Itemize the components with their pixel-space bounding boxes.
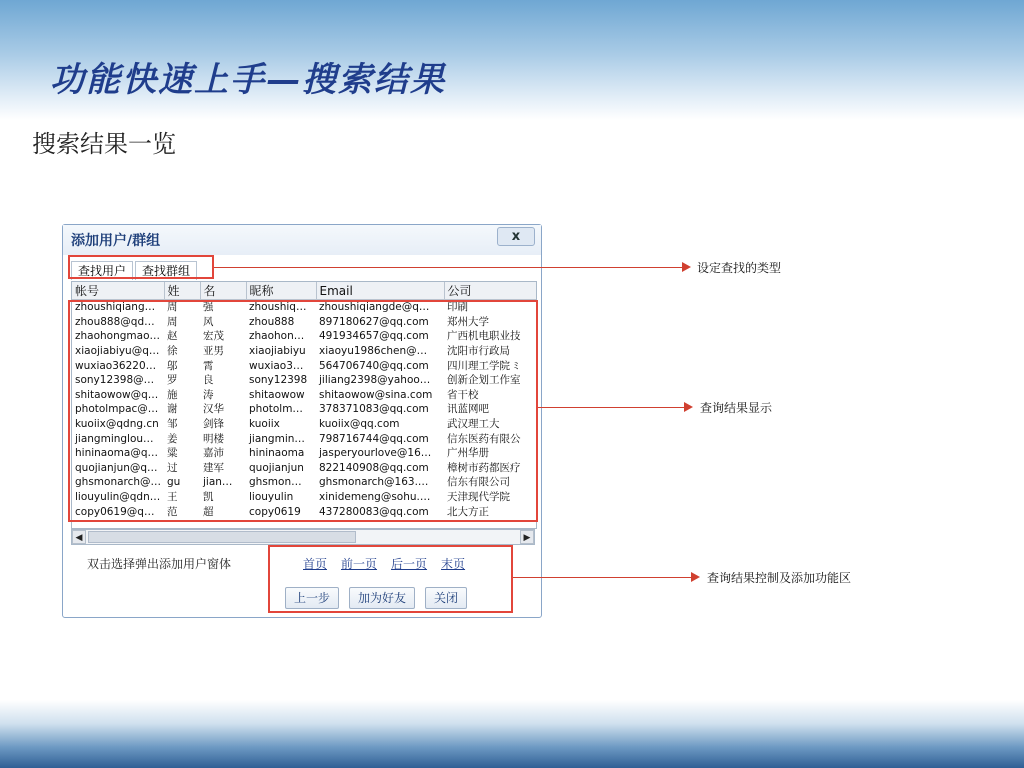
slide-subtitle: 搜索结果一览 (32, 130, 176, 158)
table-cell: 强 (203, 301, 214, 314)
column-header[interactable]: 姓 (164, 282, 200, 300)
table-cell: 564706740@qq.com (319, 359, 429, 372)
scroll-thumb[interactable] (88, 531, 356, 543)
table-cell: 王 (167, 491, 178, 504)
column-header[interactable]: Email (316, 282, 444, 300)
table-cell: 周 (167, 301, 178, 314)
table-cell: 信东有限公司 (447, 476, 510, 489)
table-cell: 樟树市药都医疗 (447, 461, 521, 474)
table-cell: liouyulin@qdn… (75, 491, 161, 504)
table-cell: xiaojiabiyu@q… (75, 345, 160, 358)
table-cell: wuxiao3… (249, 359, 304, 372)
table-cell: copy0619 (249, 505, 301, 518)
table-header-row (72, 282, 536, 300)
table-cell: ghsmon… (249, 476, 302, 489)
table-cell: 北大方正 (447, 505, 489, 518)
table-cell: 亚男 (203, 345, 224, 358)
table-cell: 378371083@qq.com (319, 403, 429, 416)
close-button[interactable]: 关闭 (425, 587, 467, 609)
horizontal-scrollbar[interactable] (71, 529, 535, 545)
footer-band (0, 700, 1024, 768)
table-cell: copy0619@q… (75, 505, 155, 518)
table-cell: kuoiix (249, 418, 280, 431)
controls-connector (513, 577, 693, 578)
table-cell: 施 (167, 388, 178, 401)
table-cell: 宏茂 (203, 330, 224, 343)
table-cell: zhaohon… (249, 330, 305, 343)
table-cell: ghsmonarch@163.… (319, 476, 429, 489)
dialog-title: 添加用户/群组 (71, 233, 161, 249)
table-cell: 谢 (167, 403, 178, 416)
scroll-right-icon[interactable]: ▶ (520, 530, 534, 544)
table-cell: 徐 (167, 345, 178, 358)
arrow-icon (682, 262, 691, 272)
arrow-icon (691, 572, 700, 582)
table-cell: xiaoyu1986chen@… (319, 345, 428, 358)
table-cell: quojianjun (249, 461, 304, 474)
table-cell: 汉华 (203, 403, 224, 416)
table-cell: 郑州大学 (447, 315, 489, 328)
table-cell: 嘉沛 (203, 447, 224, 460)
table-cell: wuxiao36220… (75, 359, 157, 372)
results-connector (538, 407, 686, 408)
table-cell: shitaowow@q… (75, 388, 159, 401)
table-cell: zhaohongmao… (75, 330, 161, 343)
table-cell: zhoushiqiang… (75, 301, 156, 314)
table-cell: 邹 (167, 418, 178, 431)
table-cell: 涛 (203, 388, 214, 401)
controls-highlight-box (268, 545, 513, 613)
tabs-highlight-box (68, 255, 214, 279)
column-header[interactable]: 帐号 (72, 282, 164, 300)
table-cell: 超 (203, 505, 214, 518)
table-cell: kuoiix@qdng.cn (75, 418, 159, 431)
table-cell: 广西机电职业技 (447, 330, 521, 343)
table-cell: 风 (203, 315, 214, 328)
table-cell: 798716744@qq.com (319, 432, 429, 445)
table-cell: jasperyourlove@16… (319, 447, 432, 460)
table-cell: 武汉理工大 (447, 418, 500, 431)
last-page-link[interactable]: 末页 (441, 557, 466, 571)
table-cell: 良 (203, 374, 214, 387)
table-cell: 广州华册 (447, 447, 489, 460)
table-cell: sony12398@… (75, 374, 155, 387)
table-cell: 霄 (203, 359, 214, 372)
table-cell: 粱 (167, 447, 178, 460)
table-cell: 信东医药有限公 (447, 432, 521, 445)
table-cell: 讯蓝网吧 (447, 403, 489, 416)
arrow-icon (684, 402, 693, 412)
table-cell: shitaowow (249, 388, 305, 401)
callout-results: 查询结果显示 (700, 401, 773, 415)
table-cell: quojianjun@q… (75, 461, 158, 474)
table-cell: hininaoma (249, 447, 305, 460)
next-page-link[interactable]: 后一页 (391, 557, 428, 571)
table-cell: photolm… (249, 403, 303, 416)
table-cell: 凯 (203, 491, 214, 504)
callout-controls: 查询结果控制及添加功能区 (707, 571, 852, 585)
prev-page-link[interactable]: 前一页 (341, 557, 378, 571)
table-cell: 437280083@qq.com (319, 505, 429, 518)
table-cell: photolmpac@… (75, 403, 159, 416)
table-cell: 建军 (203, 461, 224, 474)
callout-search-type: 设定查找的类型 (697, 261, 782, 275)
table-cell: 明楼 (203, 432, 224, 445)
column-header[interactable]: 昵称 (246, 282, 316, 300)
table-cell: ghsmonarch@… (75, 476, 162, 489)
table-cell: 四川理工学院 ﾐ (447, 359, 519, 372)
table-cell: 邬 (167, 359, 178, 372)
table-cell: 897180627@qq.com (319, 315, 429, 328)
table-cell: liouyulin (249, 491, 294, 504)
results-highlight-box (68, 300, 538, 522)
table-cell: 822140908@qq.com (319, 461, 429, 474)
table-cell: sony12398 (249, 374, 308, 387)
table-cell: 创新企划工作室 (447, 374, 521, 387)
first-page-link[interactable]: 首页 (303, 557, 328, 571)
column-header[interactable]: 公司 (444, 282, 536, 300)
table-cell: 省干校 (447, 388, 479, 401)
table-cell: 天津现代学院 (447, 491, 510, 504)
table-cell: jiliang2398@yahoo… (319, 374, 431, 387)
double-click-hint: 双击选择弹出添加用户窗体 (87, 557, 232, 571)
table-cell: zhou888@qd… (75, 315, 155, 328)
tabs-connector (214, 267, 684, 268)
table-cell: shitaowow@sina.com (319, 388, 433, 401)
table-cell: kuoiix@qq.com (319, 418, 400, 431)
close-icon[interactable]: x (497, 227, 535, 246)
table-cell: 范 (167, 505, 178, 518)
table-cell: xiaojiabiyu (249, 345, 306, 358)
table-cell: 剑锋 (203, 418, 224, 431)
add-friend-button[interactable]: 加为好友 (349, 587, 415, 609)
column-header[interactable]: 名 (200, 282, 246, 300)
table-cell: 姜 (167, 432, 178, 445)
table-cell: gu (167, 476, 181, 489)
slide-title: 功能快速上手—搜索结果 (50, 60, 446, 100)
tab-find-user[interactable]: 查找用户 (71, 261, 133, 280)
table-cell: 印刷 (447, 301, 468, 314)
scroll-left-icon[interactable]: ◀ (72, 530, 86, 544)
table-cell: jiangminglou… (75, 432, 154, 445)
dialog-header (63, 225, 541, 255)
table-cell: 罗 (167, 374, 178, 387)
table-cell: 491934657@qq.com (319, 330, 429, 343)
table-cell: zhoushiq… (249, 301, 307, 314)
table-cell: 周 (167, 315, 178, 328)
table-cell: jian… (203, 476, 233, 489)
table-cell: 沈阳市行政局 (447, 345, 510, 358)
back-button[interactable]: 上一步 (285, 587, 339, 609)
table-cell: jiangmin… (249, 432, 305, 445)
table-cell: zhoushiqiangde@q… (319, 301, 430, 314)
table-cell: 过 (167, 461, 178, 474)
tab-find-group[interactable]: 查找群组 (135, 261, 197, 280)
table-cell: hininaoma@q… (75, 447, 158, 460)
table-cell: 赵 (167, 330, 178, 343)
table-cell: xinidemeng@sohu.… (319, 491, 431, 504)
table-cell: zhou888 (249, 315, 295, 328)
